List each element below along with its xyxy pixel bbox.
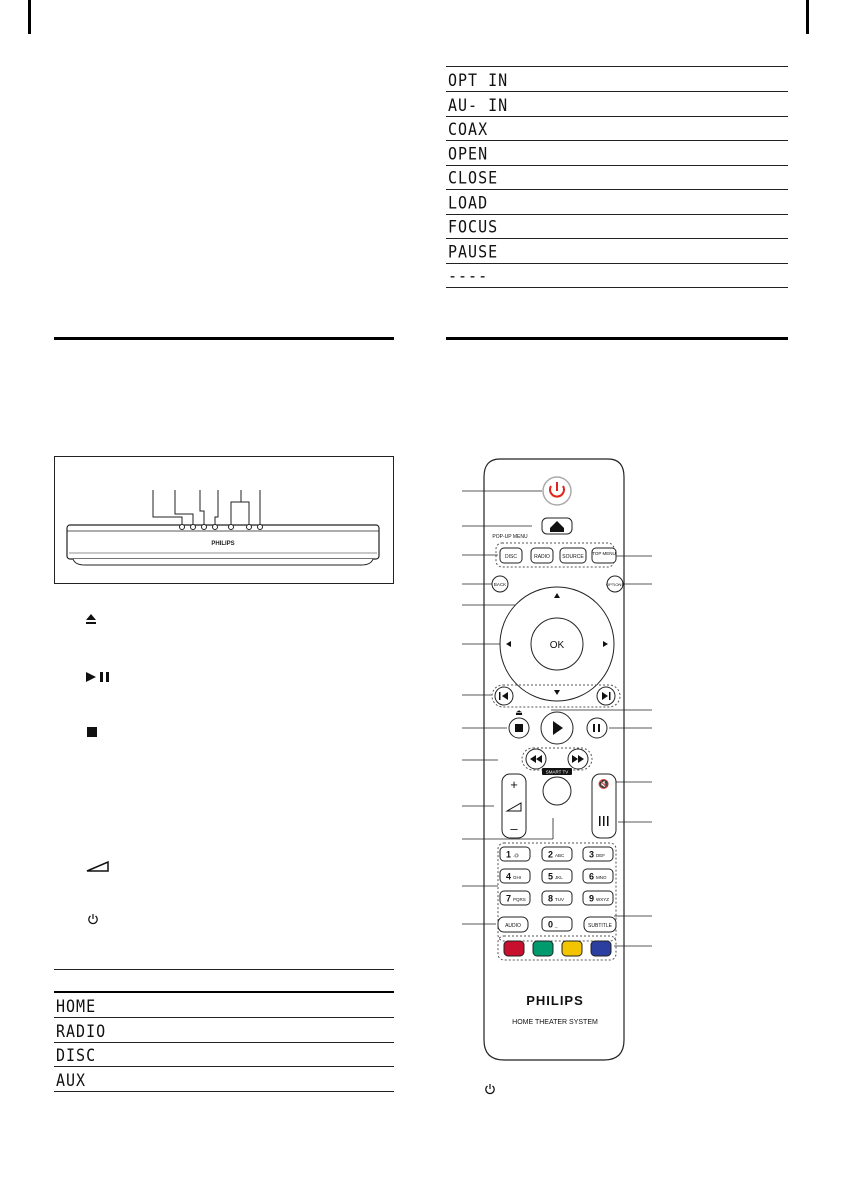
lcd-display-text: RADIO	[56, 1020, 107, 1041]
front-panel-drawing	[55, 457, 393, 583]
number-key-letters: TUV	[555, 897, 564, 902]
remote-illustration	[440, 455, 670, 1065]
volume-icon	[86, 860, 110, 875]
number-key-digit: 4	[505, 871, 511, 882]
front-panel-illustration	[54, 456, 394, 584]
number-key-digit: 2	[547, 849, 553, 860]
color-key	[591, 941, 611, 956]
table-row	[54, 1067, 394, 1092]
table-row	[54, 1042, 394, 1067]
number-key-digit: 7	[505, 893, 511, 904]
lcd-display-text: AU- IN	[448, 94, 509, 115]
radio-button-label: RADIO	[534, 554, 550, 560]
eject-icon	[85, 613, 97, 628]
lcd-display-text: OPT IN	[448, 69, 509, 91]
color-key	[533, 941, 553, 956]
table-row	[446, 92, 788, 117]
lcd-display-text: COAX	[448, 118, 489, 140]
smart-tv-label: SMART TV	[545, 769, 569, 775]
svg-text:⏏: ⏏	[515, 708, 523, 717]
section-rule-right	[446, 337, 788, 340]
table-row	[446, 141, 788, 166]
play-pause-icon	[85, 671, 113, 686]
back-button-label: BACK	[493, 582, 507, 587]
number-key-letters: GHI	[513, 875, 522, 880]
number-key-letters: MNO	[596, 875, 607, 880]
color-key	[504, 941, 524, 956]
number-key-digit: 0	[547, 919, 553, 930]
number-key-letters: JKL	[555, 875, 563, 880]
audio-button-label: AUDIO	[505, 923, 521, 929]
number-key-letters: .@	[513, 853, 519, 858]
page-marker-left	[28, 0, 31, 34]
number-key-digit: 9	[588, 893, 594, 904]
number-key-letters: PQRS	[513, 897, 526, 902]
top-menu-button-label: TOP MENU	[592, 551, 616, 556]
table-row	[446, 190, 788, 215]
number-key-letters: WXYZ	[596, 897, 609, 902]
lcd-display-text: AUX	[56, 1069, 87, 1090]
number-key-digit: 3	[588, 849, 594, 860]
ok-button-label: OK	[549, 640, 565, 651]
number-key-digit: 8	[547, 893, 553, 904]
lcd-display-text: DISC	[56, 1044, 97, 1066]
number-key-letters: ABC	[555, 853, 565, 858]
subtitle-button-label: SUBTITLE	[588, 923, 612, 929]
lcd-display-text: HOME	[56, 995, 97, 1017]
power-icon-note	[484, 1083, 496, 1098]
options-button-label: OPTIONS	[605, 582, 625, 587]
svg-text:+: +	[510, 777, 518, 792]
stop-icon	[86, 726, 98, 741]
front-panel-brand: PHILIPS	[211, 541, 235, 547]
lcd-display-text: LOAD	[448, 192, 489, 213]
power-icon	[87, 913, 99, 928]
table-row	[446, 214, 788, 239]
lcd-display-text: PAUSE	[448, 241, 499, 262]
disc-button-label: DISC	[505, 554, 517, 560]
number-key-letters: _	[555, 923, 558, 928]
lcd-display-text: CLOSE	[448, 167, 499, 189]
remote-brand: PHILIPS	[526, 993, 584, 1008]
number-key-digit: 6	[588, 871, 594, 882]
lcd-display-text: ----	[448, 265, 489, 287]
page-marker-right	[806, 0, 809, 34]
lcd-display-text: OPEN	[448, 143, 489, 164]
table-row	[446, 67, 788, 92]
section-rule-left	[54, 337, 394, 340]
table-row	[54, 993, 394, 1018]
table-row	[446, 116, 788, 141]
color-key	[562, 941, 582, 956]
number-key-digit: 1	[505, 849, 511, 860]
svg-text:–: –	[510, 821, 518, 836]
table-row	[446, 165, 788, 190]
table-row	[54, 1018, 394, 1043]
svg-text:🔇: 🔇	[598, 779, 610, 789]
source-button-label: SOURCE	[562, 554, 584, 560]
remote-tagline: HOME THEATER SYSTEM	[512, 1019, 598, 1026]
lcd-display-text: FOCUS	[448, 216, 499, 238]
table-left-top-rule	[54, 969, 394, 970]
number-key-letters: DEF	[596, 853, 605, 858]
popup-menu-label: POP-UP MENU	[492, 534, 528, 540]
table-row	[446, 239, 788, 264]
table-row	[446, 263, 788, 288]
number-key-digit: 5	[547, 871, 553, 882]
